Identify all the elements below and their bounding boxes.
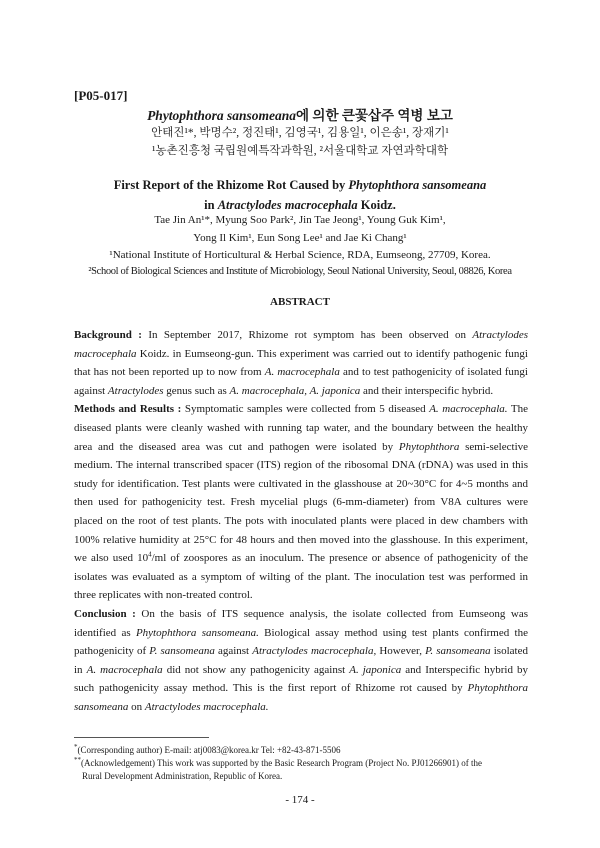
species-name: A. macrocephala.: [429, 403, 508, 416]
text: and to test pathogenicity of isolated fungi against: [74, 366, 528, 397]
footnote-corresponding-author: [74, 744, 530, 757]
footnote-text: (Acknowledgement) This work was supported by the Basic Research Program (Project No. PJ01266901) of the: [81, 758, 483, 768]
species-name: Atractylodes macrocephala.: [144, 700, 269, 713]
species-name: Atractylodes macrocephala: [74, 329, 528, 360]
background-paragraph: [74, 326, 528, 400]
species-name: A. macrocephala: [264, 366, 340, 379]
conclusion-paragraph: [74, 605, 528, 717]
text: genus such as: [163, 384, 230, 397]
superscript: 4: [148, 550, 152, 559]
species-name: Phytophthora sansomeana: [74, 682, 528, 713]
text: Koidz. in Eumseong-gun. This experiment was carried out to identify pathogenic fungi that has not been reported up to now from: [74, 347, 528, 379]
text: and Interspecific hybrid by such pathogenicity assay method. This is the first report of Rhizome rot caused by: [74, 663, 529, 695]
english-title-line-1: [0, 175, 600, 195]
korean-title-species: Phytophthora sansomeana: [147, 108, 296, 123]
korean-authors: 안태진¹*, 박명수², 정진태¹, 김영국¹, 김용일¹, 이은송¹, 장재기¹: [151, 127, 449, 139]
text: against: [214, 645, 253, 658]
english-authors-line-2: Yong Il Kim¹, Eun Song Lee¹ and Jae Ki Chang¹: [193, 232, 407, 244]
korean-affiliation: ¹농촌진흥청 국립원예특작과학원, ²서울대학교 자연과학대학: [151, 145, 449, 157]
abstract-heading: ABSTRACT: [270, 296, 330, 308]
species-name: A. japonica: [349, 663, 402, 676]
footnote-mark: **: [74, 756, 81, 764]
text: on: [128, 700, 145, 713]
background-label: Background :: [74, 329, 142, 341]
text: In September 2017, Rhizome rot symptom has been observed on: [141, 329, 473, 341]
text: /ml of zoospores as an inoculum. The presence or absence of pathogenicity of the isolates was evaluated as a symptom of wilting of the plant. The inoculation test was performed in three replicates with non-treated control.: [74, 552, 528, 602]
species-name: P. sansomeana: [149, 645, 215, 658]
english-title-text: First Report of the Rhizome Rot Caused by: [113, 178, 349, 192]
footnote-mark: *: [74, 743, 78, 751]
english-title-text: Koidz.: [357, 198, 396, 212]
abstract-code: [P05-017]: [74, 88, 128, 103]
species-name: Atractylodes macrocephala,: [252, 645, 377, 658]
conclusion-label: Conclusion :: [74, 607, 136, 620]
methods-label: Methods and Results :: [74, 403, 182, 416]
methods-paragraph: [74, 400, 528, 605]
species-name: P. sansomeana: [425, 645, 491, 658]
species-name: A. macrocephala, A. japonica: [229, 384, 361, 397]
korean-title-rest: 에 의한 큰꽃삽주 역병 보고: [295, 108, 453, 123]
footnote-acknowledgement: [74, 757, 530, 770]
english-authors-line-1: Tae Jin An¹*, Myung Soo Park², Jin Tae Jeong¹, Young Guk Kim¹,: [154, 214, 446, 226]
english-affiliation-1: ¹National Institute of Horticultural & Herbal Science, RDA, Eumseong, 27709, Korea.: [109, 249, 491, 261]
species-name: Phytophthora sansomeana.: [135, 626, 259, 639]
text: did not show any pathogenicity against: [162, 663, 350, 676]
text: Symptomatic samples were collected from 5 diseased: [181, 403, 430, 416]
english-title-line-2: [0, 195, 600, 215]
footnote-acknowledgement-cont: Rural Development Administration, Republic of Korea.: [82, 771, 283, 781]
footnote-divider: [74, 737, 209, 738]
footnote-text: (Corresponding author) E-mail: atj0083@korea.kr Tel: +82-43-871-5506: [77, 745, 341, 755]
page-number: - 174 -: [285, 794, 315, 806]
english-affiliation-2: ²School of Biological Sciences and Institute of Microbiology, Seoul National University, Seoul, 08826, Korea: [88, 266, 512, 277]
text: The diseased plants were cleanly washed with running tap water, and the boundary between the healthy area and the diseased area was cut and pathogen were isolated by: [74, 403, 528, 453]
species-name: Phytophthora: [398, 440, 460, 453]
text: On the basis of ITS sequence analysis, the isolate collected from Eumseong was identified as: [74, 607, 528, 639]
text: and their interspecific hybrid.: [360, 384, 494, 397]
korean-title: [0, 104, 600, 124]
english-title-host: Atractylodes macrocephala: [217, 198, 358, 212]
species-name: A. macrocephala: [86, 663, 163, 676]
abstract-body: [74, 326, 528, 716]
english-title-species: Phytophthora sansomeana: [348, 178, 487, 192]
english-title-text: in: [204, 198, 218, 212]
text: semi-selective medium. The internal transcribed spacer (ITS) region of the ribosomal DNA (rDNA) was used in this study for identification. Test plants were cultivated in the glasshouse at 20~30°C for 4~5 months and then used for pathogenicity test. Fresh mycelial plugs (6-mm-diameter) from V8A cultures were placed on the root of test plants. The pots with inoculated plants were placed in dew chambers with 100% relative humidity at 25°C for 48 hours and then moved into the glasshouse. In this experiment, we also used 10: [74, 440, 529, 565]
species-name: Atractylodes: [107, 384, 164, 397]
text: isolated in: [74, 645, 528, 676]
text: Biological assay method using test plants confirmed the pathogenicity of: [74, 626, 528, 658]
text: However,: [376, 645, 426, 658]
